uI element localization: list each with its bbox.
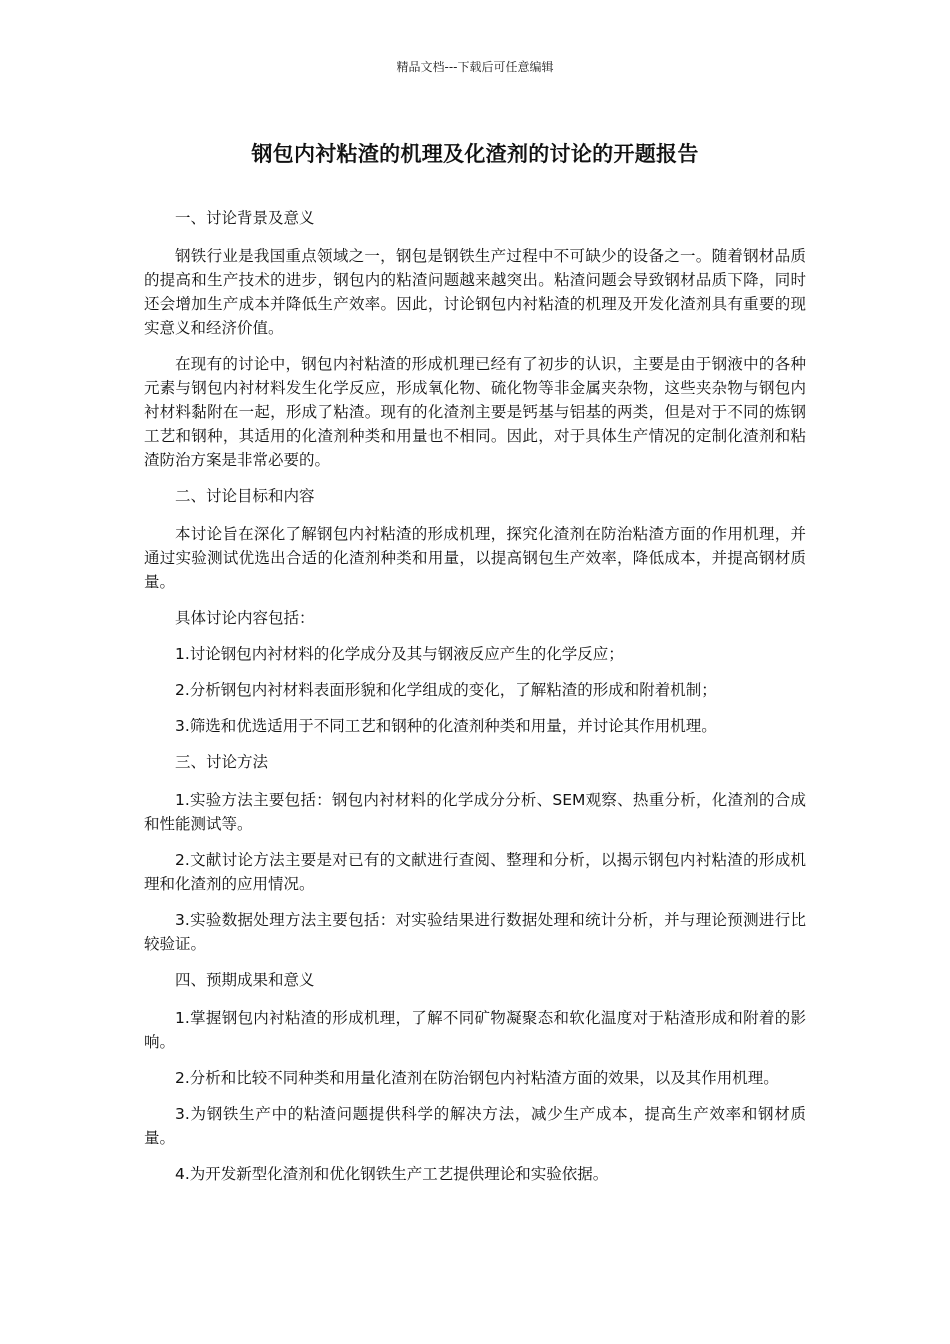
header-note: 精品文档---下载后可任意编辑: [396, 60, 554, 74]
list-item: 1.实验方法主要包括：钢包内衬材料的化学成分分析、SEM观察、热重分析，化渣剂的合成和性能测试等。: [144, 791, 806, 833]
section-heading-goals: 二、讨论目标和内容: [175, 487, 315, 505]
list-item: 3.为钢铁生产中的粘渣问题提供科学的解决方法，减少生产成本，提高生产效率和钢材质量。: [144, 1105, 806, 1147]
body-paragraph: 钢铁行业是我国重点领域之一，钢包是钢铁生产过程中不可缺少的设备之一。随着钢材品质的提高和生产技术的进步，钢包内的粘渣问题越来越突出。粘渣问题会导致钢材品质下降，同时还会增加生产成本并降低生产效率。因此，讨论钢包内衬粘渣的机理及开发化渣剂具有重要的现实意义和经济价值。: [144, 247, 806, 337]
list-item: 3.实验数据处理方法主要包括：对实验结果进行数据处理和统计分析，并与理论预测进行比较验证。: [144, 911, 806, 953]
list-item: 3.筛选和优选适用于不同工艺和钢种的化渣剂种类和用量，并讨论其作用机理。: [175, 717, 717, 735]
list-item: 2.分析和比较不同种类和用量化渣剂在防治钢包内衬粘渣方面的效果，以及其作用机理。: [175, 1069, 779, 1087]
list-item: 2.分析钢包内衬材料表面形貌和化学组成的变化，了解粘渣的形成和附着机制；: [175, 681, 717, 699]
body-paragraph: 具体讨论内容包括：: [175, 609, 315, 627]
document-title: 钢包内衬粘渣的机理及化渣剂的讨论的开题报告: [251, 142, 699, 166]
body-paragraph: 在现有的讨论中，钢包内衬粘渣的形成机理已经有了初步的认识，主要是由于钢液中的各种元素与钢包内衬材料发生化学反应，形成氧化物、硫化物等非金属夹杂物，这些夹杂物与钢包内衬材料黏附在一起，形成了粘渣。现有的化渣剂主要是钙基与铝基的两类，但是对于不同的炼钢工艺和钢种，其适用的化渣剂种类和用量也不相同。因此，对于具体生产情况的定制化渣剂和粘渣防治方案是非常必要的。: [144, 355, 806, 469]
section-heading-methods: 三、讨论方法: [175, 753, 269, 771]
section-heading-outcomes: 四、预期成果和意义: [175, 971, 315, 989]
body-paragraph: 本讨论旨在深化了解钢包内衬粘渣的形成机理，探究化渣剂在防治粘渣方面的作用机理，并通过实验测试优选出合适的化渣剂种类和用量，以提高钢包生产效率，降低成本，并提高钢材质量。: [144, 525, 806, 591]
list-item: 4.为开发新型化渣剂和优化钢铁生产工艺提供理论和实验依据。: [175, 1165, 609, 1183]
list-item: 1.掌握钢包内衬粘渣的形成机理，了解不同矿物凝聚态和软化温度对于粘渣形成和附着的影响。: [144, 1009, 806, 1051]
list-item: 2.文献讨论方法主要是对已有的文献进行查阅、整理和分析，以揭示钢包内衬粘渣的形成机理和化渣剂的应用情况。: [144, 851, 806, 893]
section-heading-background: 一、讨论背景及意义: [175, 209, 315, 227]
document-body: [144, 206, 806, 1198]
list-item: 1.讨论钢包内衬材料的化学成分及其与钢液反应产生的化学反应；: [175, 645, 624, 663]
